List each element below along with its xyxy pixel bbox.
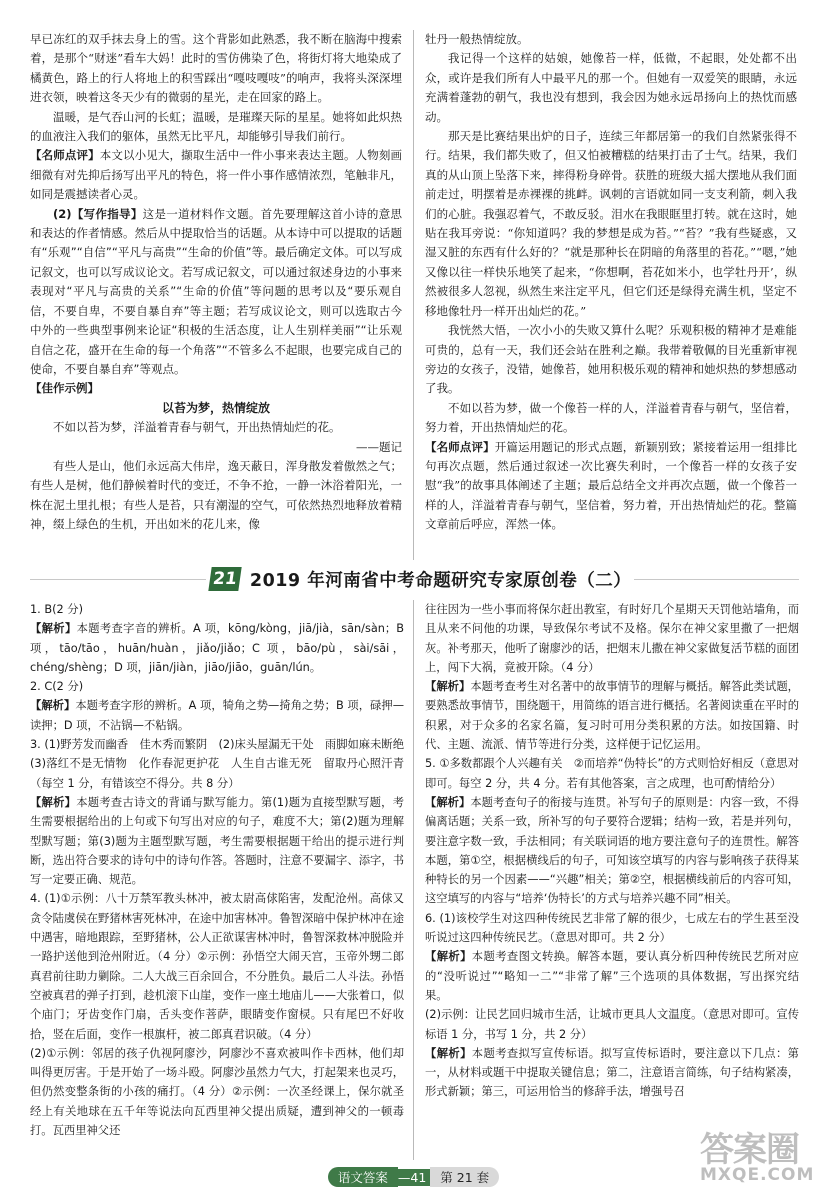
- watermark-logo: [700, 1122, 820, 1194]
- answer-1: 1. B(2 分): [30, 603, 84, 616]
- paragraph: 有些人是山，他们永远高大伟岸，逸天蔽日，浑身散发着傲然之气；有些人是树，他们静候着时代的变迁，不争不抢，一静一沐浴着阳光，一株在泥土里扎根；有些人是苔，只有潮湿的空气，可依然热烈地释放着精神，缀上绿色的生机，开出如米的花儿来，像: [30, 458, 402, 532]
- analysis: 【解析】本题考查拟写宣传标语。拟写宣传标语时，要注意以下几点：第一，从材料或题干中提取关键信息；第二，注意语言简练，句子结构紧凑，形式新颖；第三，可运用恰当的修辞手法，增强号召: [425, 1046, 799, 1099]
- set-label: 第 21 套: [430, 1167, 499, 1187]
- answers-right-column: [425, 600, 799, 1102]
- answer-4-part-2: (2)①示例：邻居的孩子仇视阿廖沙，阿廖沙不喜欢被叫作卡西林，他们却叫得更厉害。于是开始了一场斗殴。阿廖沙虽然力气大，打起架来也灵巧，但仍然变整条街的小孩的痛打。（4 分）②示例：一次圣经课上，保尔就圣经上有关地球在五千年等说法向瓦西里神父提出质疑，遭到神父的一顿毒打。瓦西里神父还: [30, 1046, 404, 1138]
- epigraph-source: ——题记: [356, 439, 402, 454]
- guide-tag: (2)【写作指导】: [53, 206, 143, 221]
- column-divider-top: [413, 30, 414, 560]
- paragraph: 牡丹一般热情绽放。: [425, 32, 529, 46]
- epigraph: 不如以苔为梦，洋溢着青春与朝气，开出热情灿烂的花。: [53, 420, 341, 435]
- set-title: 2019 年河南省中考命题研究专家原创卷（二）: [249, 570, 632, 591]
- example-tag: 【佳作示例】: [30, 381, 99, 396]
- analysis: 【解析】本题考查古诗文的背诵与默写能力。第(1)题为直接型默写题，考生需要根据给出的上句或下句写出对应的句子，难度不大；第(2)题为理解型默写题；第(3)题为主题型默写题，考生需要根据题干给出的提示进行判断，选出符合要求的诗句中的诗句作答。答题时，注意不要漏字、添字，书写一定要正确、规范。: [30, 795, 404, 887]
- paragraph: 不如以苔为梦，做一个像苔一样的人，洋溢着青春与朝气，坚信着，努力着，开出热情灿烂的花。: [425, 400, 797, 435]
- top-right-column: [425, 30, 797, 535]
- answer-5: 5. ①多数都跟个人兴趣有关 ②而培养“伪特长”的方式则恰好相反（意思对即可。每空 2 分，共 4 分。若有其他答案，言之成理，也可酌情给分）: [425, 757, 799, 790]
- answer-6-part-2: (2)示例：让民艺回归城市生活，让城市更具人文温度。（意思对即可。宣传标语 1 分，书写 1 分，共 2 分）: [425, 1008, 799, 1041]
- analysis: 【解析】本题考查句子的衔接与连贯。补写句子的原则是：内容一致，不得偏离话题；关系一致，所补写的句子要符合逻辑；结构一致，若是并列句，要注意字数一致，手法相同；有关联词语的地方要注意句子的连贯性。解答本题，第①空，根据横线后的句子，可知该空填写的内容与影响孩子获得某种特长的另一个因素——“兴趣”相关；第②空，根据横线前后的内容可知，这空填写的内容与“培养‘伪特长’的方式与培养兴趣不同”相关。: [425, 795, 799, 906]
- writing-guide: (2)【写作指导】这是一道材料作文题。首先要理解这首小诗的意思和表达的作者情感。然后从中提取恰当的话题。从本诗中可以提取的话题有“乐观”“自信”“平凡与高贵”“生命的价值”等。最后确定文体。可以写成记叙文，也可以写成议论文。若写成记叙文，可以通过叙述身边的小事来表现对“平凡与高贵的关系”“生命的价值”等问题的思考以及“要乐观自信，不要自卑，不要自暴自弃”等主题；若写成议论文，则可以选取古今中外的一些典型事例来论证“积极的生活态度，让人生别样美丽”“让乐观自信之花，盛开在生命的每一个角落”“不管多么不起眼，也要完成自己的使命，不要自暴自弃”等观点。: [30, 206, 403, 376]
- page-number: —41: [398, 1169, 430, 1186]
- comment-tag: 【名师点评】: [30, 148, 100, 163]
- essay-title: 以苔为梦，热情绽放: [161, 400, 270, 415]
- column-divider-bottom: [413, 600, 414, 1160]
- teacher-comment: 【名师点评】本文以小见大，撷取生活中一件小事来表达主题。人物刻画细微有对先抑后扬写出平凡的特色，将一件小事作感情浓烈，笔触非凡，如同是震撼读者心灵。: [30, 148, 403, 202]
- set-header: [210, 566, 630, 592]
- analysis: 【解析】本题考查考生对名著中的故事情节的理解与概括。解答此类试题，要熟悉故事情节，围绕题干，用简练的语言进行概括。名著阅读重在平时的积累，对于众多的名家名篇，复习时可用分类积累的方法。如按国籍、时代、主题、流派、情节等进行分类，这样便于记忆运用。: [425, 680, 799, 752]
- answer-4: 4. (1)①示例：八十万禁军教头林冲，被太尉高俅陷害，发配沧州。高俅又贪令陆虞侯在野猪林害死林冲，在途中加害林冲。鲁智深暗中保护林冲在途中遇害，暗地跟踪，至野猪林，公人正欲谋害林冲时，鲁智深救林冲脱险并一路护送他到沧州附近。（4 分）②示例：孙悟空大闹天宫，玉帝外甥二郎真君前往助力剿除。二人大战三百余回合，不分胜负。最后二人斗法。孙悟空被真君的弹子打到，趁机滚下山崖，变作一座土地庙儿——大张着口，似个庙门；牙齿变作门扇，舌头变作菩萨，眼睛变作窗棂。只有尾巴不好收拾，竖在后面，变作一根旗杆，被二郎真君识破。（4 分）: [30, 892, 404, 1041]
- paragraph: 温暖，是气吞山河的长虹；温暖，是璀璨天际的星星。她将如此炽热的血液注入我们的躯体，虽然无比平凡，却能够引导我们前行。: [30, 109, 402, 144]
- set-number-badge: 21: [208, 567, 241, 591]
- answer-4-continued: 往往因为一些小事而将保尔赶出教室，有时好几个星期天天罚他站墙角，而且从来不问他的功课，导致保尔考试不及格。保尔在神父家里撒了一把烟灰。补考那天，他听了谢廖沙的话，把烟末儿撒在神父家做复活节糕的面团上，闯下大祸，竟被开除。（4 分）: [425, 603, 799, 674]
- footer-label: 语文答案: [328, 1167, 398, 1187]
- watermark-url: MXQE.COM: [700, 1165, 815, 1185]
- paragraph: 那天是比赛结果出炉的日子，连续三年都居第一的我们自然紧张得不行。结果，我们都失败了，但又怕被糟糕的结果打击了士气。结果，我们真的从山顶上坠落下来，摔得粉身碎骨。获胜的班级大摇大摆地从我们面前走过，明摆着是赤裸裸的挑衅。讽刺的言语就如同一支支利箭，刺入我们的心脏。我强忍着气，不敢反驳。泪水在我眼眶里打转。就在这时，她贴在我耳旁说：“你知道吗？我的梦想是成为苔。”“苔？”我有些疑惑，又湿又脏的东西有什么好的？“就是那种长在阴暗的角落里的苔花。”“嗯，”她又像以往一样快乐地笑了起来，“你想啊，苔花如米小，也学牡丹开’，纵然被很多人忽视，纵然生来注定平凡，但它们还是绿得充满生机，坚定不移地像牡丹一样开出灿烂的花。”: [425, 129, 797, 318]
- top-left-column: [30, 30, 402, 535]
- paragraph: 我恍然大悟，一次小小的失败又算什么呢？乐观积极的精神才是难能可贵的，总有一天，我们还会站在胜利之巅。我带着敬佩的目光重新审视旁边的女孩子，没错，她像苔，她用积极乐观的精神和她炽热的梦想感动了我。: [425, 323, 797, 396]
- analysis: 【解析】本题考查字音的辨析。A 项，kōng/kòng，jiā/jià，sān/sàn；B 项，tāo/tāo，huān/huàn，jiǎo/jiǎo；C 项，bāo/pù，sài/sāi，chéng/shèng；D 项，jiān/jiàn，jiāo/jiāo，guān/lún。: [30, 622, 404, 674]
- teacher-comment: 【名师点评】开篇运用题记的形式点题，新颖别致；紧接着运用一组排比句再次点题，然后通过叙述一次比赛失利时，一个像苔一样的女孩子安慰“我”的故事具体阐述了主题；最后总结全文并再次点题，做一个像苔一样的人，洋溢着青春与朝气，坚信着，努力着，开出热情灿烂的花。整篇文章前后呼应，浑然一体。: [425, 439, 798, 532]
- paragraph: 我记得一个这样的姑娘，她像苔一样，低微，不起眼，处处都不出众，或许是我们所有人中最平凡的那一个。但她有一双爱笑的眼睛，永远充满着蓬勃的朝气，我也没有想到，我会因为她永远昂扬向上的热忱而感动。: [425, 51, 797, 124]
- analysis: 【解析】本题考查图文转换。解答本题，要认真分析四种传统民艺所对应的“没听说过”“略知一二”“非常了解”三个选项的具体数据，写出探究结果。: [425, 950, 799, 1002]
- answer-3: 3. (1)野芳发而幽香 佳木秀而繁阴 (2)床头屋漏无干处 雨脚如麻未断绝 (3)落红不是无情物 化作春泥更护花 人生自古谁无死 留取丹心照汗青（每空 1 分，有错该空不得分。共 8 分）: [30, 738, 416, 790]
- answer-2: 2. C(2 分): [30, 680, 84, 694]
- comment-tag: 【名师点评】: [425, 439, 495, 454]
- analysis: 【解析】本题考查字形的辨析。A 项，犄角之势—掎角之势；B 项，碌押—读押；D 项，不沾锅—不粘锅。: [30, 699, 404, 732]
- paragraph: 早已冻红的双手抹去身上的雪。这个背影如此熟悉，我不断在脑海中搜索着，是那个“财迷”看车大妈！此时的雪仿佛染了色，将街灯将大地染成了橘黄色，路上的行人将地上的积雪踩出“嘎吱嘎吱”的响声，我将头深深埋进衣领，映着这冬天少有的微弱的星光，走在回家的路上。: [30, 32, 402, 105]
- answer-6: 6. (1)该校学生对这四种传统民艺非常了解的很少，七成左右的学生甚至没听说过这四种传统民艺。（意思对即可。共 2 分）: [425, 911, 799, 945]
- watermark-text: 答案圈: [700, 1130, 799, 1170]
- header-rule-right: [634, 579, 799, 580]
- answers-left-column: [30, 600, 416, 1140]
- header-rule-left: [30, 579, 206, 580]
